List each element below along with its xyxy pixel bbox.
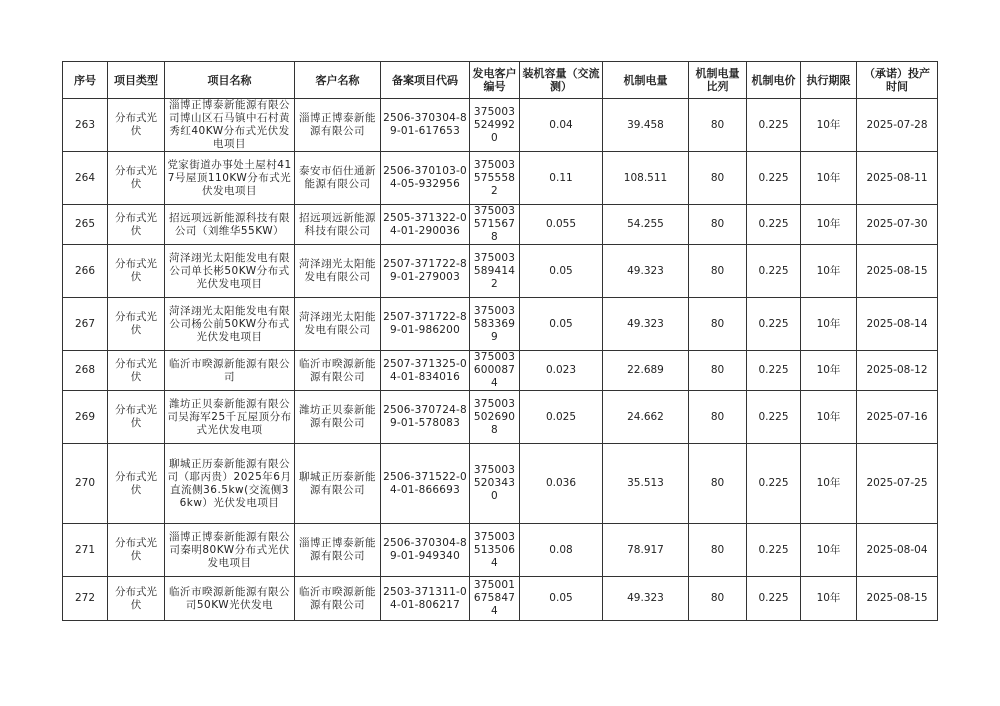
- row-number-cell: 272: [63, 577, 108, 621]
- row-number-cell: 269: [63, 391, 108, 444]
- execution-term-cell: 10年: [801, 577, 857, 621]
- table-row: [63, 205, 938, 245]
- customer-account-cell: 3750035715678: [470, 205, 520, 245]
- row-number-cell: 264: [63, 152, 108, 205]
- commission-date-cell: 2025-07-28: [857, 99, 938, 152]
- commission-date-cell: 2025-07-30: [857, 205, 938, 245]
- table-row: [63, 577, 938, 621]
- header-cell: 项目名称: [165, 62, 295, 99]
- project-type-cell: 分布式光伏: [108, 524, 165, 577]
- project-name-cell: 党家街道办事处土屋村417号屋顶110KW分布式光伏发电项目: [165, 152, 295, 205]
- execution-term-cell: 10年: [801, 391, 857, 444]
- header-cell: 客户名称: [295, 62, 381, 99]
- mechanism-energy-cell: 108.511: [603, 152, 689, 205]
- customer-name-cell: 潍坊正贝泰新能源有限公司: [295, 391, 381, 444]
- customer-name-cell: 菏泽翊光太阳能发电有限公司: [295, 298, 381, 351]
- energy-ratio-cell: 80: [689, 245, 747, 298]
- installed-capacity-cell: 0.036: [520, 444, 603, 524]
- project-name-cell: 聊城正历泰新能源有限公司（耶丙贵）2025年6月直流侧36.5kw(交流侧36kw）光伏发电项目: [165, 444, 295, 524]
- execution-term-cell: 10年: [801, 524, 857, 577]
- execution-term-cell: 10年: [801, 351, 857, 391]
- project-name-cell: 淄博正博泰新能源有限公司博山区石马镇中石村黄秀红40KW分布式光伏发电项目: [165, 99, 295, 152]
- filing-code-cell: 2503-371311-04-01-806217: [381, 577, 470, 621]
- customer-name-cell: 临沂市暌源新能源有限公司: [295, 351, 381, 391]
- project-type-cell: 分布式光伏: [108, 391, 165, 444]
- installed-capacity-cell: 0.05: [520, 298, 603, 351]
- customer-name-cell: 菏泽翊光太阳能发电有限公司: [295, 245, 381, 298]
- commission-date-cell: 2025-08-15: [857, 245, 938, 298]
- commission-date-cell: 2025-08-14: [857, 298, 938, 351]
- customer-name-cell: 聊城正历泰新能源有限公司: [295, 444, 381, 524]
- customer-account-cell: 3750035203430: [470, 444, 520, 524]
- mechanism-price-cell: 0.225: [747, 444, 801, 524]
- mechanism-energy-cell: 49.323: [603, 298, 689, 351]
- header-cell: 执行期限: [801, 62, 857, 99]
- header-cell: 序号: [63, 62, 108, 99]
- execution-term-cell: 10年: [801, 99, 857, 152]
- project-name-cell: 菏泽翊光太阳能发电有限公司单长彬50KW分布式光伏发电项目: [165, 245, 295, 298]
- mechanism-energy-cell: 35.513: [603, 444, 689, 524]
- header-cell: （承诺）投产时间: [857, 62, 938, 99]
- customer-account-cell: 3750035026908: [470, 391, 520, 444]
- mechanism-price-cell: 0.225: [747, 524, 801, 577]
- execution-term-cell: 10年: [801, 245, 857, 298]
- commission-date-cell: 2025-08-12: [857, 351, 938, 391]
- commission-date-cell: 2025-08-04: [857, 524, 938, 577]
- installed-capacity-cell: 0.05: [520, 577, 603, 621]
- row-number-cell: 267: [63, 298, 108, 351]
- mechanism-energy-cell: 39.458: [603, 99, 689, 152]
- mechanism-price-cell: 0.225: [747, 205, 801, 245]
- execution-term-cell: 10年: [801, 298, 857, 351]
- project-type-cell: 分布式光伏: [108, 298, 165, 351]
- customer-name-cell: 淄博正博泰新能源有限公司: [295, 524, 381, 577]
- filing-code-cell: 2505-371322-04-01-290036: [381, 205, 470, 245]
- project-type-cell: 分布式光伏: [108, 152, 165, 205]
- table-row: [63, 298, 938, 351]
- table-row: [63, 391, 938, 444]
- filing-code-cell: 2507-371325-04-01-834016: [381, 351, 470, 391]
- installed-capacity-cell: 0.05: [520, 245, 603, 298]
- mechanism-energy-cell: 22.689: [603, 351, 689, 391]
- table-row: [63, 152, 938, 205]
- row-number-cell: 271: [63, 524, 108, 577]
- project-type-cell: 分布式光伏: [108, 205, 165, 245]
- energy-ratio-cell: 80: [689, 205, 747, 245]
- customer-account-cell: 3750035249920: [470, 99, 520, 152]
- filing-code-cell: 2506-370724-89-01-578083: [381, 391, 470, 444]
- project-type-cell: 分布式光伏: [108, 577, 165, 621]
- filing-code-cell: 2506-370304-89-01-617653: [381, 99, 470, 152]
- project-type-cell: 分布式光伏: [108, 245, 165, 298]
- row-number-cell: 268: [63, 351, 108, 391]
- mechanism-energy-cell: 49.323: [603, 577, 689, 621]
- customer-account-cell: 3750035755582: [470, 152, 520, 205]
- table-row: [63, 245, 938, 298]
- energy-ratio-cell: 80: [689, 152, 747, 205]
- installed-capacity-cell: 0.023: [520, 351, 603, 391]
- energy-ratio-cell: 80: [689, 577, 747, 621]
- mechanism-price-cell: 0.225: [747, 298, 801, 351]
- header-cell: 机制电价: [747, 62, 801, 99]
- table-row: [63, 524, 938, 577]
- header-cell: 装机容量（交流测）: [520, 62, 603, 99]
- installed-capacity-cell: 0.04: [520, 99, 603, 152]
- installed-capacity-cell: 0.055: [520, 205, 603, 245]
- commission-date-cell: 2025-08-15: [857, 577, 938, 621]
- row-number-cell: 265: [63, 205, 108, 245]
- execution-term-cell: 10年: [801, 205, 857, 245]
- customer-account-cell: 3750035135064: [470, 524, 520, 577]
- filing-code-cell: 2506-370304-89-01-949340: [381, 524, 470, 577]
- mechanism-price-cell: 0.225: [747, 351, 801, 391]
- customer-name-cell: 临沂市暌源新能源有限公司: [295, 577, 381, 621]
- energy-ratio-cell: 80: [689, 298, 747, 351]
- mechanism-energy-cell: 78.917: [603, 524, 689, 577]
- header-row: [63, 62, 938, 99]
- customer-name-cell: 泰安市佰仕通新能源有限公司: [295, 152, 381, 205]
- row-number-cell: 263: [63, 99, 108, 152]
- customer-name-cell: 招远项远新能源科技有限公司: [295, 205, 381, 245]
- filing-code-cell: 2506-370103-04-05-932956: [381, 152, 470, 205]
- mechanism-energy-cell: 49.323: [603, 245, 689, 298]
- mechanism-price-cell: 0.225: [747, 99, 801, 152]
- customer-account-cell: 3750036000874: [470, 351, 520, 391]
- filing-code-cell: 2507-371722-89-01-279003: [381, 245, 470, 298]
- table-row: [63, 351, 938, 391]
- header-cell: 项目类型: [108, 62, 165, 99]
- mechanism-energy-cell: 24.662: [603, 391, 689, 444]
- installed-capacity-cell: 0.11: [520, 152, 603, 205]
- table-row: [63, 99, 938, 152]
- commission-date-cell: 2025-08-11: [857, 152, 938, 205]
- installed-capacity-cell: 0.025: [520, 391, 603, 444]
- header-cell: 机制电量比列: [689, 62, 747, 99]
- energy-ratio-cell: 80: [689, 524, 747, 577]
- customer-name-cell: 淄博正博泰新能源有限公司: [295, 99, 381, 152]
- customer-account-cell: 3750035894142: [470, 245, 520, 298]
- project-name-cell: 菏泽翊光太阳能发电有限公司杨公前50KW分布式光伏发电项目: [165, 298, 295, 351]
- project-name-cell: 临沂市暌源新能源有限公司50KW光伏发电: [165, 577, 295, 621]
- installed-capacity-cell: 0.08: [520, 524, 603, 577]
- customer-account-cell: 3750035833699: [470, 298, 520, 351]
- energy-ratio-cell: 80: [689, 391, 747, 444]
- energy-ratio-cell: 80: [689, 351, 747, 391]
- mechanism-price-cell: 0.225: [747, 245, 801, 298]
- commission-date-cell: 2025-07-25: [857, 444, 938, 524]
- project-table: [62, 61, 938, 621]
- table-row: [63, 444, 938, 524]
- mechanism-energy-cell: 54.255: [603, 205, 689, 245]
- energy-ratio-cell: 80: [689, 99, 747, 152]
- table-body: [63, 99, 938, 621]
- header-cell: 机制电量: [603, 62, 689, 99]
- filing-code-cell: 2506-371522-04-01-866693: [381, 444, 470, 524]
- project-name-cell: 淄博正博泰新能源有限公司秦明80KW分布式光伏发电项目: [165, 524, 295, 577]
- execution-term-cell: 10年: [801, 152, 857, 205]
- project-type-cell: 分布式光伏: [108, 444, 165, 524]
- mechanism-price-cell: 0.225: [747, 391, 801, 444]
- filing-code-cell: 2507-371722-89-01-986200: [381, 298, 470, 351]
- row-number-cell: 270: [63, 444, 108, 524]
- project-type-cell: 分布式光伏: [108, 351, 165, 391]
- project-name-cell: 临沂市暌源新能源有限公司: [165, 351, 295, 391]
- mechanism-price-cell: 0.225: [747, 152, 801, 205]
- header-cell: 备案项目代码: [381, 62, 470, 99]
- row-number-cell: 266: [63, 245, 108, 298]
- execution-term-cell: 10年: [801, 444, 857, 524]
- mechanism-price-cell: 0.225: [747, 577, 801, 621]
- header-cell: 发电客户编号: [470, 62, 520, 99]
- energy-ratio-cell: 80: [689, 444, 747, 524]
- customer-account-cell: 3750016758474: [470, 577, 520, 621]
- commission-date-cell: 2025-07-16: [857, 391, 938, 444]
- project-type-cell: 分布式光伏: [108, 99, 165, 152]
- project-name-cell: 潍坊正贝泰新能源有限公司吴海军25千瓦屋顶分布式光伏发电项: [165, 391, 295, 444]
- project-name-cell: 招远项远新能源科技有限公司（刘维华55KW）: [165, 205, 295, 245]
